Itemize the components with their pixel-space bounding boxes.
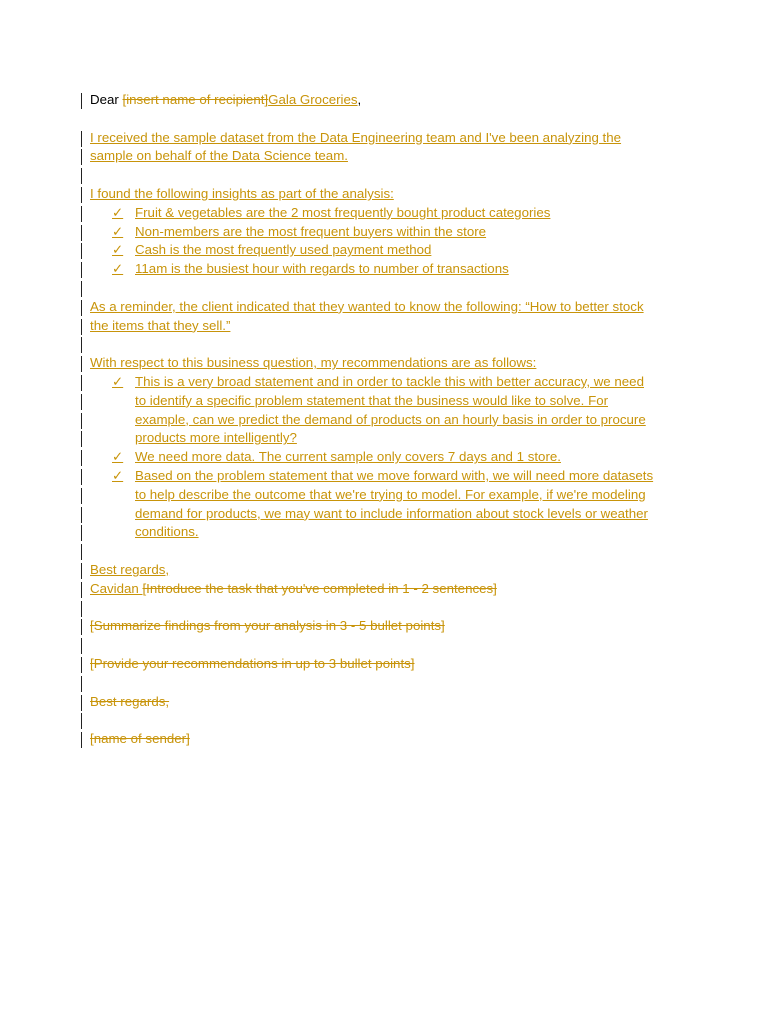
salutation-line[interactable] [90,91,690,110]
change-bar [81,638,82,654]
change-bar [81,375,82,391]
change-bar [81,413,82,429]
deleted-recipient-placeholder: [insert name of recipient] [122,92,269,107]
sender-name: Cavidan [90,580,143,596]
insight-text: Fruit & vegetables are the 2 most frequently bought product categories [135,204,551,220]
checkmark-icon: ✓ [112,449,124,465]
blank-line [90,674,690,693]
change-bar [81,469,82,485]
change-bar [81,657,82,673]
blank-line [90,166,690,185]
change-bar [81,300,82,316]
blank-line [90,335,690,354]
checkmark-icon: ✓ [112,204,124,220]
checkmark-icon: ✓ [112,261,124,277]
recommendation-text: products more intelligently? [135,430,297,446]
intro-text: sample on behalf of the Data Science team. [90,148,348,164]
change-bar [81,206,82,222]
blank-line [90,542,690,561]
change-bar [81,131,82,147]
change-bar [81,225,82,241]
change-bar [81,319,82,335]
deleted-task-intro-placeholder: [Introduce the task that you've completed in 1 - 2 sentences] [142,580,497,596]
intro-text: I received the sample dataset from the Data Engineering team and I've been analyzing the [90,129,622,145]
insights-heading: I found the following insights as part of the analysis: [90,185,394,201]
deleted-best-regards-line[interactable] [90,693,690,712]
change-bar [81,394,82,410]
recommendation-text: conditions. [135,524,199,540]
recommendation-item[interactable] [90,373,690,392]
insights-heading-line[interactable] [90,185,690,204]
change-bar [81,544,82,560]
change-bar [81,695,82,711]
insight-item[interactable] [90,204,690,223]
change-bar [81,187,82,203]
deleted-summarize-line[interactable] [90,617,690,636]
recommendation-continuation[interactable] [90,429,690,448]
recommendation-continuation[interactable] [90,523,690,542]
change-bar [81,601,82,617]
change-bar [81,488,82,504]
checkmark-icon: ✓ [112,373,124,389]
insight-item[interactable] [90,241,690,260]
salutation-prefix: Dear [90,92,123,107]
insight-item[interactable] [90,223,690,242]
salutation-suffix: , [357,92,362,107]
sender-line[interactable] [90,580,690,599]
blank-line [90,711,690,730]
recommendation-text: to help describe the outcome that we're trying to model. For example, if we're modeling [135,486,646,502]
recommendation-text: Based on the problem statement that we move forward with, we will need more datasets [135,467,654,483]
inserted-recipient: Gala Groceries [268,92,358,107]
change-bar [81,337,82,353]
closing-line[interactable] [90,561,690,580]
change-bar [81,507,82,523]
recommendation-continuation[interactable] [90,411,690,430]
recommendations-heading: With respect to this business question, my recommendations are as follows: [90,355,537,371]
recommendation-text: to identify a specific problem statement that the business would like to solve. For [135,392,609,408]
change-bar [81,525,82,541]
intro-line[interactable] [90,129,690,148]
change-bar [81,563,82,579]
recommendation-text: This is a very broad statement and in order to tackle this with better accuracy, we need [135,373,644,389]
change-bar [81,582,82,598]
change-bar [81,431,82,447]
insight-text: Non-members are the most frequent buyers within the store [135,223,487,239]
recommendation-text: We need more data. The current sample only covers 7 days and 1 store. [135,449,561,465]
blank-line [90,599,690,618]
letter-body [90,91,690,749]
deleted-name-of-sender: [name of sender] [90,731,190,747]
intro-line[interactable] [90,147,690,166]
change-bar [81,93,82,109]
recommendation-continuation[interactable] [90,486,690,505]
recommendations-heading-line[interactable] [90,354,690,373]
change-bar [81,713,82,729]
deleted-best-regards: Best regards, [90,693,170,709]
change-bar [81,356,82,372]
change-bar [81,676,82,692]
insight-text: 11am is the busiest hour with regards to number of transactions [135,261,509,277]
recommendation-item[interactable] [90,467,690,486]
change-bar [81,149,82,165]
recommendation-text: example, can we predict the demand of products on an hourly basis in order to procure [135,411,646,427]
deleted-sender-line[interactable] [90,730,690,749]
change-bar [81,619,82,635]
recommendation-continuation[interactable] [90,505,690,524]
checkmark-icon: ✓ [112,467,124,483]
reminder-line[interactable] [90,317,690,336]
recommendation-continuation[interactable] [90,392,690,411]
blank-line [90,279,690,298]
checkmark-icon: ✓ [112,242,124,258]
reminder-line[interactable] [90,298,690,317]
change-bar [81,243,82,259]
change-bar [81,262,82,278]
blank-line [90,110,690,129]
deleted-provide-placeholder: [Provide your recommendations in up to 3 bullet points] [90,655,415,671]
change-bar [81,450,82,466]
recommendation-item[interactable] [90,448,690,467]
closing-text: Best regards, [90,561,170,577]
reminder-text: the items that they sell.” [90,317,231,333]
insight-text: Cash is the most frequently used payment method [135,242,432,258]
reminder-text: As a reminder, the client indicated that they wanted to know the following: “How to better stock [90,298,644,314]
blank-line [90,636,690,655]
change-bar [81,281,82,297]
deleted-provide-line[interactable] [90,655,690,674]
insight-item[interactable] [90,260,690,279]
deleted-summarize-placeholder: [Summarize findings from your analysis in 3 - 5 bullet points] [90,618,445,634]
checkmark-icon: ✓ [112,223,124,239]
change-bar [81,168,82,184]
change-bar [81,732,82,748]
recommendation-text: demand for products, we may want to include information about stock levels or weather [135,505,648,521]
